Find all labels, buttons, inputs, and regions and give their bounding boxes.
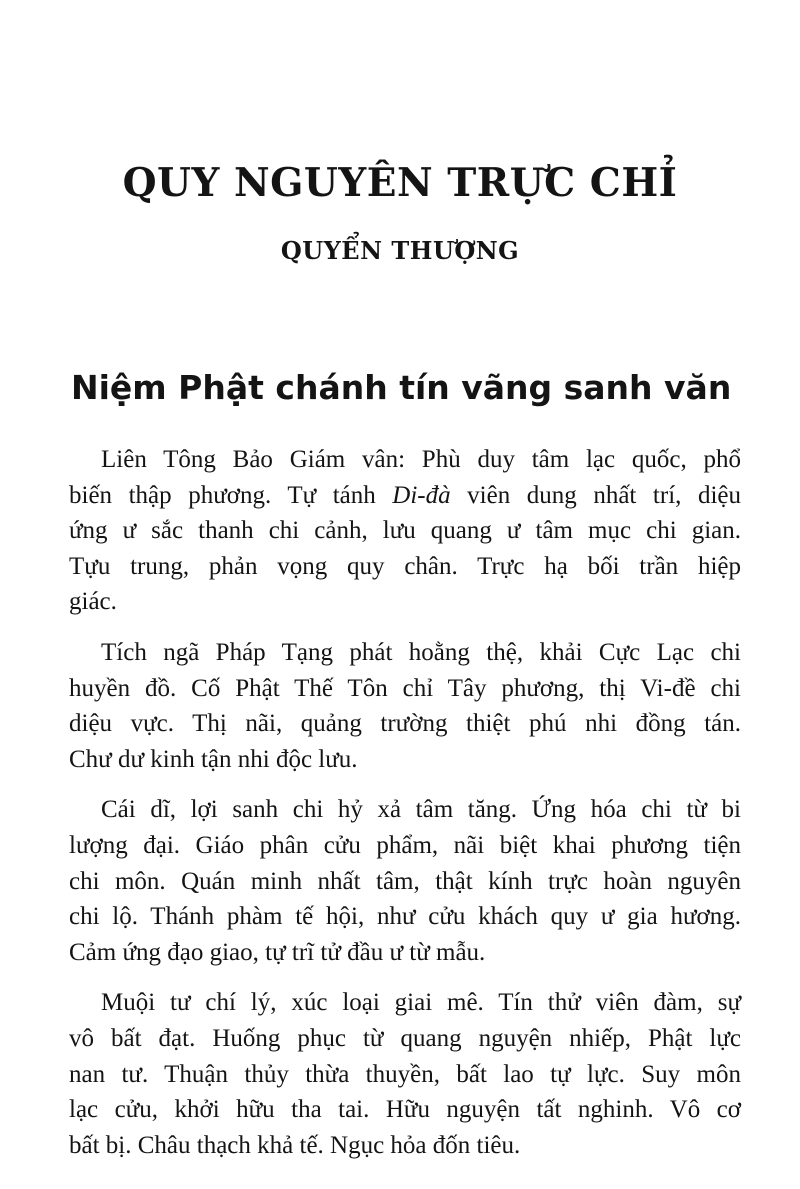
paragraph-1 [69,442,741,620]
page-subtitle: QUYỂN THƯỢNG [280,236,520,265]
text-line: lượng đại. Giáo phân cửu phẩm, nãi biệt khai phương tiện [69,831,741,859]
text-line: lạc cửu, khởi hữu tha tai. Hữu nguyện tất nghinh. Vô cơ [69,1096,741,1124]
section-heading: Niệm Phật chánh tín vãng sanh văn [71,368,732,407]
text-line: bất bị. Châu thạch khả tế. Ngục hỏa đốn tiêu. [69,1131,521,1159]
text-line: diệu vực. Thị nãi, quảng trường thiệt phú nhi đồng tán. [69,710,741,738]
text-line: Muội tư chí lý, xúc loại giai mê. Tín thử viên đàm, sự [101,989,741,1017]
paragraph-3 [69,792,741,970]
text-line: Liên Tông Bảo Giám vân: Phù duy tâm lạc quốc, phổ [101,446,741,473]
text-line: huyền đồ. Cố Phật Thế Tôn chỉ Tây phương, thị Vi-đề chi [69,674,741,702]
text-line: giác. [69,588,117,616]
text-line [69,478,741,514]
page-title: QUY NGUYÊN TRỰC CHỈ [122,160,678,206]
text-run: biến thập phương. Tự tánh [69,481,393,509]
text-line: Cái dĩ, lợi sanh chi hỷ xả tâm tăng. Ứng hóa chi từ bi [101,796,741,824]
text-line: chi lộ. Thánh phàm tế hội, như cửu khách quy ư gia hương. [69,903,741,931]
text-line: Cảm ứng đạo giao, tự trĩ tử đầu ư từ mẫu. [69,938,486,966]
paragraph-4 [69,985,741,1163]
text-line: Chư dư kinh tận nhi độc lưu. [69,745,358,773]
text-line: nan tư. Thuận thủy thừa thuyền, bất lao tự lực. Suy môn [69,1060,741,1088]
text-line: ứng ư sắc thanh chi cảnh, lưu quang ư tâm mục chi gian. [69,517,741,545]
text-line: Tựu trung, phản vọng quy chân. Trực hạ bối trần hiệp [69,552,741,580]
text-line: Tích ngã Pháp Tạng phát hoằng thệ, khải Cực Lạc chi [101,638,741,666]
text-run: viên dung nhất trí, diệu [450,481,741,509]
body-text [69,442,741,1178]
paragraph-2 [69,635,741,777]
text-line: chi môn. Quán minh nhất tâm, thật kính trực hoàn nguyên [69,867,741,895]
text-line: vô bất đạt. Huống phục từ quang nguyện nhiếp, Phật lực [69,1024,741,1052]
italic-term: Di-đà [392,481,451,509]
